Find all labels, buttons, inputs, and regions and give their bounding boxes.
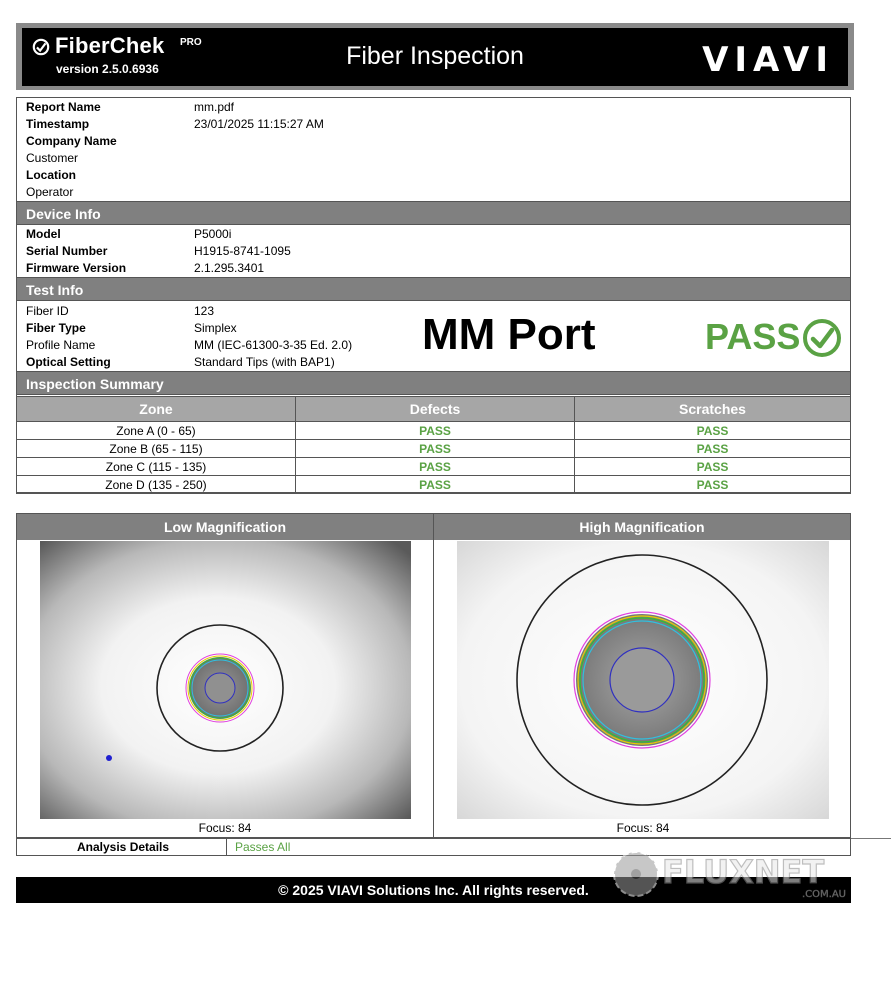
watermark-sub: .COM.AU	[802, 889, 846, 900]
low-magnification-title: Low Magnification	[17, 514, 433, 540]
report-header	[22, 28, 848, 86]
field-optical-setting: Optical Setting Standard Tips (with BAP1)	[26, 355, 335, 369]
overall-result: PASS	[705, 316, 801, 357]
table-row	[17, 476, 851, 494]
low-magnification-focus: Focus: 84	[198, 821, 252, 835]
zone-cell: Zone D (135 - 250)	[17, 476, 296, 494]
zone-cell: Zone B (65 - 115)	[17, 440, 296, 458]
field-operator: Operator	[26, 185, 74, 199]
field-location: Location	[26, 168, 76, 182]
table-header-row	[17, 397, 851, 422]
analysis-label: Analysis Details	[77, 840, 170, 854]
port-label: MM Port	[422, 310, 596, 359]
field-fiber-type: Fiber Type Simplex	[26, 321, 237, 335]
high-magnification-focus: Focus: 84	[616, 821, 670, 835]
field-profile-name: Profile Name MM (IEC-61300-3-35 Ed. 2.0)	[26, 338, 353, 352]
field-report-name: Report Name mm.pdf	[26, 100, 235, 114]
report-box	[16, 97, 851, 493]
field-fiber-id: Fiber ID 123	[26, 304, 215, 318]
page-title: Fiber Inspection	[346, 42, 524, 70]
field-serial-number: Serial Number H1915-8741-1095	[26, 244, 291, 258]
section-inspection-summary: Inspection Summary	[17, 371, 850, 395]
defects-cell: PASS	[296, 458, 575, 476]
section-test-info: Test Info	[17, 277, 850, 301]
inspection-table	[16, 396, 851, 494]
defects-cell: PASS	[296, 476, 575, 494]
field-customer: Customer	[26, 151, 79, 165]
watermark-name: FLUXNET	[662, 853, 825, 891]
panel-divider	[433, 514, 434, 838]
scratches-cell: PASS	[575, 440, 851, 458]
divider-line	[851, 838, 891, 839]
check-circle-icon	[32, 38, 50, 56]
scratches-cell: PASS	[575, 422, 851, 440]
analysis-value: Passes All	[235, 840, 291, 854]
defects-cell: PASS	[296, 440, 575, 458]
scratches-cell: PASS	[575, 476, 851, 494]
column-zone: Zone	[17, 397, 296, 422]
magnification-panel	[16, 513, 851, 838]
high-magnification-image	[457, 541, 829, 819]
copyright-footer: © 2025 VIAVI Solutions Inc. All rights reserved.	[16, 877, 851, 903]
viavi-logo: VIAVI	[702, 40, 834, 80]
table-row	[17, 422, 851, 440]
pass-check-icon	[802, 318, 842, 358]
zone-cell: Zone C (115 - 135)	[17, 458, 296, 476]
section-device-info: Device Info	[17, 201, 850, 225]
product-name: FiberChek	[55, 33, 165, 58]
field-timestamp: Timestamp 23/01/2025 11:15:27 AM	[26, 117, 324, 131]
version-text: version 2.5.0.6936	[56, 62, 159, 76]
table-row	[17, 458, 851, 476]
defects-cell: PASS	[296, 422, 575, 440]
scratches-cell: PASS	[575, 458, 851, 476]
zone-cell: Zone A (0 - 65)	[17, 422, 296, 440]
field-firmware-version: Firmware Version 2.1.295.3401	[26, 261, 265, 275]
analysis-divider	[226, 839, 227, 855]
field-model: Model P5000i	[26, 227, 232, 241]
low-magnification-image	[40, 541, 411, 819]
column-defects: Defects	[296, 397, 575, 422]
column-scratches: Scratches	[575, 397, 851, 422]
product-edition: PRO	[180, 37, 202, 48]
fluxnet-watermark	[612, 848, 862, 900]
high-magnification-title: High Magnification	[434, 514, 850, 540]
table-row	[17, 440, 851, 458]
field-company-name: Company Name	[26, 134, 117, 148]
